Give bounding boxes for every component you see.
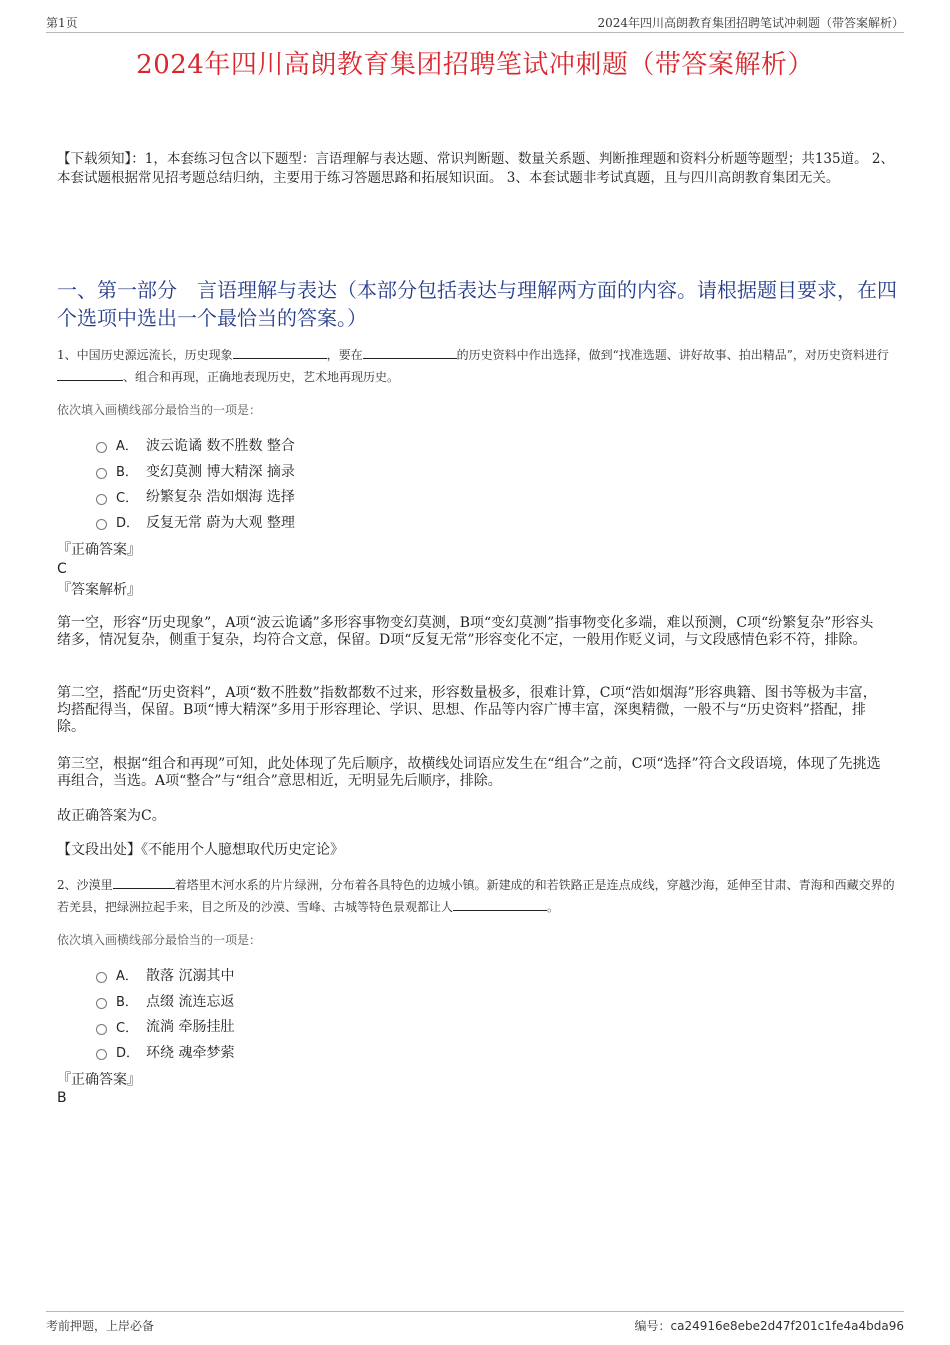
question-2-options [96,962,234,1065]
question-1-options [96,432,295,535]
analysis-paragraph-2: 第二空，搭配“历史资料”，A项“数不胜数”指数都数不过来，形容数量极多，很难计算，C项“浩如烟海”形容典籍、图书等极为丰富，均搭配得当，保留。B项“博大精深”多用于形容理论、学识、思想、作品等内容广博丰富，深奥精微，一般不与“历史资料”搭配，排除。 [57,685,877,735]
header-doc-title: 2024年四川高朗教育集团招聘笔试冲刺题（带答案解析） [597,16,904,30]
option-c[interactable]: C． 流淌 牵肠挂肚 [96,1013,234,1039]
answer-label: 『正确答案』 [57,542,141,558]
option-c[interactable]: C． 纷繁复杂 浩如烟海 选择 [96,483,295,509]
radio-button[interactable] [96,1024,107,1035]
radio-button[interactable] [96,998,107,1009]
blank [453,898,547,911]
option-b[interactable]: B． 点缀 流连忘返 [96,988,234,1014]
analysis-label: 『答案解析』 [57,582,141,598]
radio-button[interactable] [96,1049,107,1060]
option-a[interactable]: A． 波云诡谲 数不胜数 整合 [96,432,295,458]
answer-value: C [57,561,67,577]
radio-button[interactable] [96,442,107,453]
blank [113,876,175,889]
question-2-stem: 2、沙漠里 着塔里木河水系的片片绿洲，分布着各具特色的边城小镇。新建成的和若铁路正是连点成线，穿越沙海，延伸至甘肃、青海和西藏交界的若羌县，把绿洲拉起手来，目之所及的沙漠、雪峰、古城等特色景观都让人 。 [57,878,895,914]
page-footer [46,1311,904,1334]
blank [57,368,123,381]
analysis-paragraph-3: 第三空，根据“组合和再现”可知，此处体现了先后顺序，故横线处词语应发生在“组合”之前，C项“选择”符合文段语境，体现了先挑选再组合，当选。A项“整合”与“组合”意思相近，无明显先后顺序，排除。 [57,756,881,789]
section-title: 一、第一部分 言语理解与表达（本部分包括表达与理解两方面的内容。请根据题目要求，在四个选项中选出一个最恰当的答案。） [57,278,897,330]
option-a[interactable]: A． 散落 沉溺其中 [96,962,234,988]
radio-button[interactable] [96,494,107,505]
analysis-conclusion: 故正确答案为C。 [57,808,166,824]
document-title: 2024年四川高朗教育集团招聘笔试冲刺题（带答案解析） [136,50,814,80]
download-notice: 【下载须知】：1，本套练习包含以下题型：言语理解与表达题、常识判断题、数量关系题、判断推理题和资料分析题等题型；共135道。 2、本套试题根据常见招考题总结归纳，主要用于练习答题思路和拓展知识面。 3、本套试题非考试真题，且与四川高朗教育集团无关。 [57,151,894,186]
footer-slogan: 考前押题，上岸必备 [46,1319,155,1333]
radio-button[interactable] [96,972,107,983]
answer-value: B [57,1090,67,1106]
analysis-paragraph-1: 第一空，形容“历史现象”，A项“波云诡谲”多形容事物变幻莫测，B项“变幻莫测”指事物变化多端，难以预测，C项“纷繁复杂”形容头绪多，情况复杂，侧重于复杂，均符合文意，保留。D项“反复无常”形容变化不定，一般用作贬义词，与文段感情色彩不符，排除。 [57,615,874,648]
answer-label: 『正确答案』 [57,1072,141,1088]
option-d[interactable]: D． 环绕 魂牵梦萦 [96,1039,234,1065]
question-1-stem: 1、中国历史源远流长，历史现象 ，要在 的历史资料中作出选择，做到“找准选题、讲好故事、拍出精品”，对历史资料进行、组合和再现，正确地表现历史，艺术地再现历史。 [57,348,889,384]
option-b[interactable]: B． 变幻莫测 博大精深 摘录 [96,458,295,484]
radio-button[interactable] [96,468,107,479]
option-d[interactable]: D． 反复无常 蔚为大观 整理 [96,509,295,535]
question-1-instruction: 依次填入画横线部分最恰当的一项是： [57,403,262,417]
question-2-instruction: 依次填入画横线部分最恰当的一项是： [57,933,262,947]
blank [233,346,327,359]
blank [363,346,457,359]
passage-source: 【文段出处】《不能用个人臆想取代历史定论》 [57,842,344,858]
page-header [46,12,904,33]
document-code: 编号：ca24916e8ebe2d47f201c1fe4a4bda96 [634,1319,904,1333]
radio-button[interactable] [96,519,107,530]
page-number: 第1页 [46,16,78,30]
